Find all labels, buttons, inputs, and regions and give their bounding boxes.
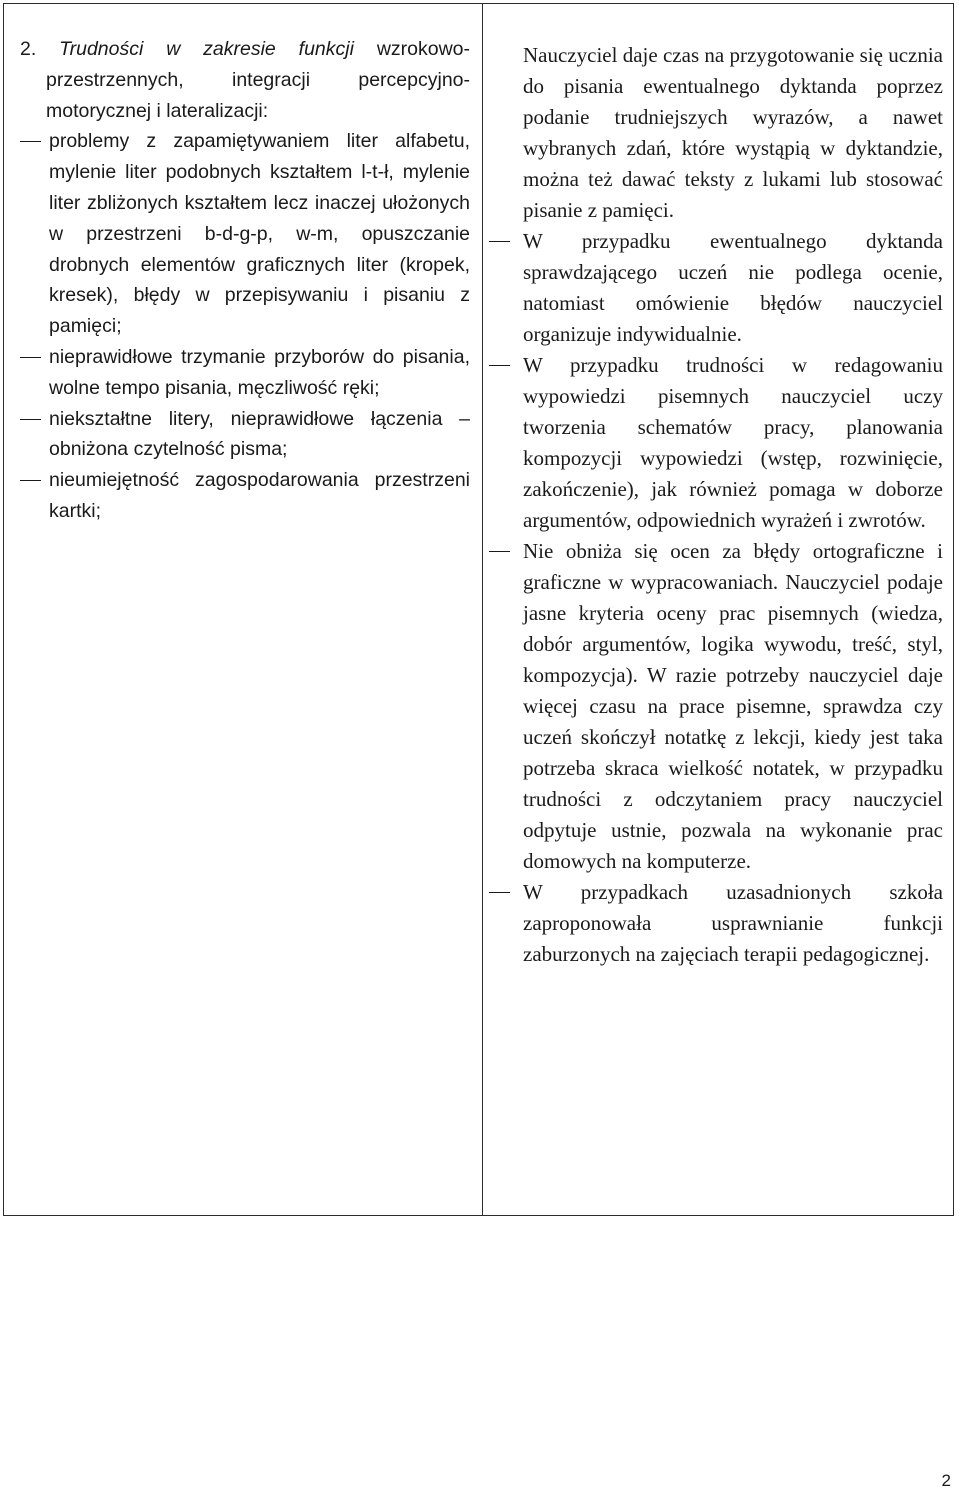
list-item-text: nieumiejętność zagospodarowania przestrzeni kartki; — [49, 469, 470, 522]
dash-bullet — [489, 551, 510, 552]
section-heading — [16, 34, 470, 126]
list-item-text: Nie obniża się ocen za błędy ortograficzne i graficzne w wypracowaniach. Nauczyciel podaje jasne kryteria oceny prac pisemnych (wiedza, dobór argumentów, logika wywodu, treść, styl, kompozycja). W razie potrzeby nauczyciel daje więcej czasu na prace pisemne, sprawdza czy uczeń skończył notatkę z lekcji, kiedy jest taka potrzeba skraca wielkość notatek, w przypadku trudności z odczytaniem pracy nauczyciel odpytuje ustnie, pozwala na wykonanie prac domowych na komputerze. — [523, 539, 943, 873]
heading-number: 2. — [20, 38, 37, 60]
list-item-text: W przypadku ewentualnego dyktanda sprawdzającego uczeń nie podlega ocenie, natomiast omówienie błędów nauczyciel organizuje indywidualnie. — [523, 229, 943, 346]
right-column — [483, 4, 953, 1215]
dash-bullet — [20, 419, 41, 420]
dash-bullet — [489, 365, 510, 366]
dash-bullet — [20, 480, 41, 481]
content-table — [3, 3, 954, 1216]
page-number: 2 — [941, 1471, 951, 1490]
list-item — [489, 350, 943, 536]
dash-bullet — [489, 241, 510, 242]
heading-italic: Trudności w zakresie funkcji — [59, 38, 354, 60]
list-item — [489, 536, 943, 877]
difficulty-list — [16, 126, 470, 526]
list-item-text: problemy z zapamiętywaniem liter alfabetu, mylenie liter podobnych kształtem l-t-ł, mylenie liter zbliżonych kształtem lecz inaczej ułożonych w przestrzeni b-d-g-p, w-m, opuszczanie drobnych elementów graficznych liter (kropek, kresek), błędy w przepisywaniu i pisaniu z pamięci; — [49, 130, 470, 338]
list-item-text: W przypadkach uzasadnionych szkoła zaproponowała usprawnianie funkcji zaburzonych na zajęciach terapii pedagogicznej. — [523, 880, 943, 966]
list-item-text: nieprawidłowe trzymanie przyborów do pisania, wolne tempo pisania, męczliwość ręki; — [49, 345, 470, 399]
list-item-text: W przypadku trudności w redagowaniu wypowiedzi pisemnych nauczyciel uczy tworzenia schematów pracy, planowania kompozycji wypowiedzi (wstęp, rozwinięcie, zakończenie), jak również pomaga w doborze argumentów, odpowiednich wyrażeń i zwrotów. — [523, 353, 943, 532]
list-item — [489, 226, 943, 350]
dash-bullet — [489, 892, 510, 893]
intro-paragraph: Nauczyciel daje czas na przygotowanie się ucznia do pisania ewentualnego dyktanda poprzez podanie trudniejszych wyrazów, a nawet wybranych zdań, które wystąpią w dyktandzie, można też dawać teksty z lukami lub stosować pisanie z pamięci. — [523, 43, 943, 222]
left-column — [4, 4, 483, 1215]
dash-bullet — [20, 357, 41, 358]
list-item — [16, 126, 470, 342]
list-item — [16, 465, 470, 527]
list-item — [489, 877, 943, 970]
support-list — [489, 226, 943, 970]
dash-bullet — [20, 141, 41, 142]
list-item — [16, 404, 470, 466]
list-item-text: niekształtne litery, nieprawidłowe łączenia – obniżona czytelność pisma; — [49, 407, 470, 461]
list-item — [16, 342, 470, 404]
heading-rest: wzrokowo-przestrzennych, integracji percepcyjno-motorycznej i lateralizacji: — [46, 38, 471, 122]
